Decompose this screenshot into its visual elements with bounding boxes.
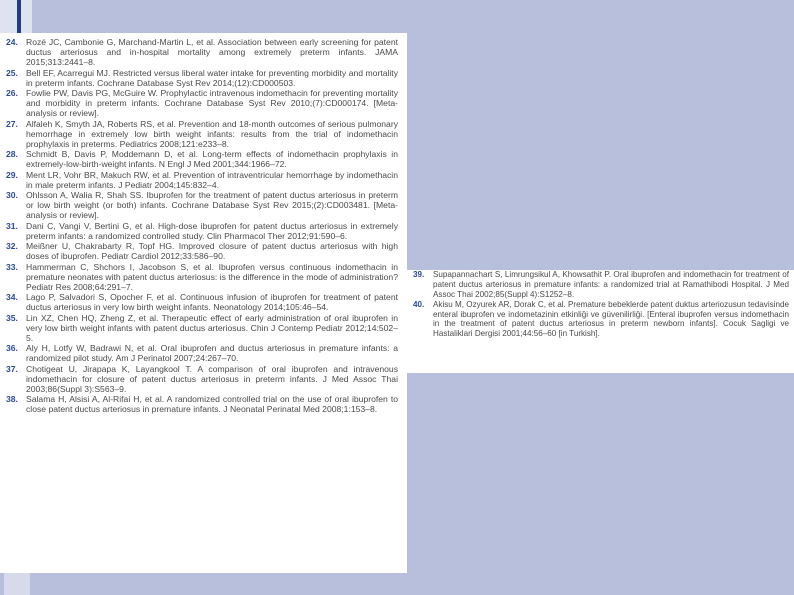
left-accent-bar	[17, 0, 21, 33]
reference-number: 36.	[6, 343, 18, 353]
reference-text: Rozé JC, Cambonie G, Marchand-Martin L, et al. Association between early screening for patent ductus arteriosus and in-hospital mortality among extremely preterm infants. JAMA 2015;313:2441–8.	[26, 37, 398, 67]
reference-item	[6, 262, 398, 292]
reference-text: Lago P, Salvadori S, Opocher F, et al. Continuous infusion of ibuprofen for treatment of patent ductus arteriosus in very low birth weight infants. Neonatology 2014;105:46–54.	[26, 292, 398, 312]
reference-item	[413, 270, 789, 299]
reference-item	[6, 190, 398, 220]
reference-number: 35.	[6, 312, 18, 323]
reference-number: 26.	[6, 88, 18, 98]
reference-text: Salama H, Alsisi A, Al-Rifai H, et al. A randomized controlled trial on the use of oral ibuprofen to close patent ductus arteriosus in premature infants. J Neonatal Perinatal Med 2008;1:153–8.	[26, 394, 398, 414]
reference-text: Akisu M, Ozyurek AR, Dorak C, et al. Premature bebeklerde patent duktus arteriozusun tedavisinde enteral ibuprofen ve indometazinin etkinliği ve güvenilirliği. [Enteral ibuprofen versus indomethacin in the treatment of patent ductus arteriosus in preterm newborn infants]. Cocuk Sagligi ve Hastaliklari Dergisi 2001;44:56–60 [in Turkish].	[433, 299, 789, 339]
reference-item	[6, 68, 398, 88]
left-strip-bottom	[4, 570, 30, 595]
reference-text: Lin XZ, Chen HQ, Zheng Z, et al. Therapeutic effect of early administration of oral ibuprofen in very low birth weight infants with patent ductus arteriosus. Chin J Contemp Pediatr 2012;14:502–5.	[26, 312, 398, 343]
reference-item	[6, 313, 398, 343]
reference-number: 33.	[6, 261, 18, 272]
reference-number: 29.	[6, 169, 18, 180]
reference-number: 24.	[6, 37, 18, 47]
reference-item	[6, 88, 398, 118]
reference-text: Dani C, Vangi V, Bertini G, et al. High-dose ibuprofen for patent ductus arteriosus in extremely preterm infants: a randomized controlled study. Clin Pharmacol Ther 2012;91:590–6.	[26, 220, 398, 241]
reference-text: Ohlsson A, Walia R, Shah SS. Ibuprofen for the treatment of patent ductus arteriosus in preterm or low birth weight (or both) infants. Cochrane Database Syst Rev 2015;(2):CD003481. [Meta-analysis or review].	[26, 190, 398, 220]
header-band	[32, 0, 794, 33]
reference-number: 38.	[6, 394, 18, 404]
reference-number: 39.	[413, 270, 425, 279]
reference-item	[6, 119, 398, 149]
reference-item	[6, 241, 398, 261]
reference-page-left	[0, 33, 407, 573]
left-strip-top	[0, 0, 32, 33]
reference-item	[6, 37, 398, 67]
reference-number: 31.	[6, 220, 18, 231]
reference-item	[6, 364, 398, 394]
reference-text: Aly H, Lotfy W, Badrawi N, et al. Oral ibuprofen and ductus arteriosus in premature infants: a randomized pilot study. Am J Perinatol 2007;24:267–70.	[26, 343, 398, 363]
reference-number: 25.	[6, 67, 18, 78]
reference-text: Ment LR, Vohr BR, Makuch RW, et al. Prevention of intraventricular hemorrhage by indomethacin in male preterm infants. J Pediatr 2004;145:832–4.	[26, 169, 398, 190]
reference-text: Alfaleh K, Smyth JA, Roberts RS, et al. Prevention and 18-month outcomes of serious pulmonary hemorrhage in extremely low birth weight infants: results from the trial of indomethacin prophylaxis in preterms. Pediatrics 2008;121:e233–8.	[26, 118, 398, 149]
reference-text: Bell EF, Acarregui MJ. Restricted versus liberal water intake for preventing morbidity and mortality in preterm infants. Cochrane Database Syst Rev 2014;(12):CD000503.	[26, 67, 398, 88]
reference-number: 32.	[6, 241, 18, 251]
reference-number: 37.	[6, 363, 18, 374]
reference-item	[413, 300, 789, 339]
reference-text: Supapannachart S, Limrungsikul A, Khowsathit P. Oral ibuprofen and indomethacin for treatment of patent ductus arteriosus in premature infants: a randomized trial at Ramathibodi Hospital. J Med Assoc Thai 2002;85(Suppl 4):S1252–8.	[433, 270, 789, 299]
reference-item	[6, 149, 398, 169]
reference-page-right	[407, 270, 794, 373]
reference-list-right	[413, 270, 789, 340]
reference-item	[6, 292, 398, 312]
reference-list-left	[6, 37, 398, 415]
reference-item	[6, 170, 398, 190]
reference-text: Meißner U, Chakrabarty R, Topf HG. Improved closure of patent ductus arteriosus with high doses of ibuprofen. Pediatr Cardiol 2012;33:586–90.	[26, 241, 398, 261]
reference-text: Schmidt B, Davis P, Moddemann D, et al. Long-term effects of indomethacin prophylaxis in extremely-low-birth-weight infants. N Engl J Med 2001;344:1966–72.	[26, 149, 398, 169]
reference-number: 28.	[6, 149, 18, 159]
reference-text: Fowlie PW, Davis PG, McGuire W. Prophylactic intravenous indomethacin for preventing mortality and morbidity in preterm infants. Cochrane Database Syst Rev 2010;(7):CD000174. [Meta-analysis or review].	[26, 88, 398, 118]
reference-number: 34.	[6, 292, 18, 302]
reference-text: Chotigeat U, Jirapapa K, Layangkool T. A comparison of oral ibuprofen and intravenous indomethacin for closure of patent ductus arteriosus in preterm infants. J Med Assoc Thai 2003;86(Suppl 3):S563–9.	[26, 363, 398, 394]
reference-number: 27.	[6, 118, 18, 129]
reference-item	[6, 394, 398, 414]
reference-item	[6, 343, 398, 363]
reference-number: 40.	[413, 299, 425, 309]
reference-number: 30.	[6, 190, 18, 200]
reference-item	[6, 221, 398, 241]
reference-text: Hammerman C, Shchors I, Jacobson S, et al. Ibuprofen versus continuous indomethacin in premature neonates with patent ductus arteriosus: is the difference in the mode of administration? Pediatr Res 2008;64:291–7.	[26, 261, 398, 292]
